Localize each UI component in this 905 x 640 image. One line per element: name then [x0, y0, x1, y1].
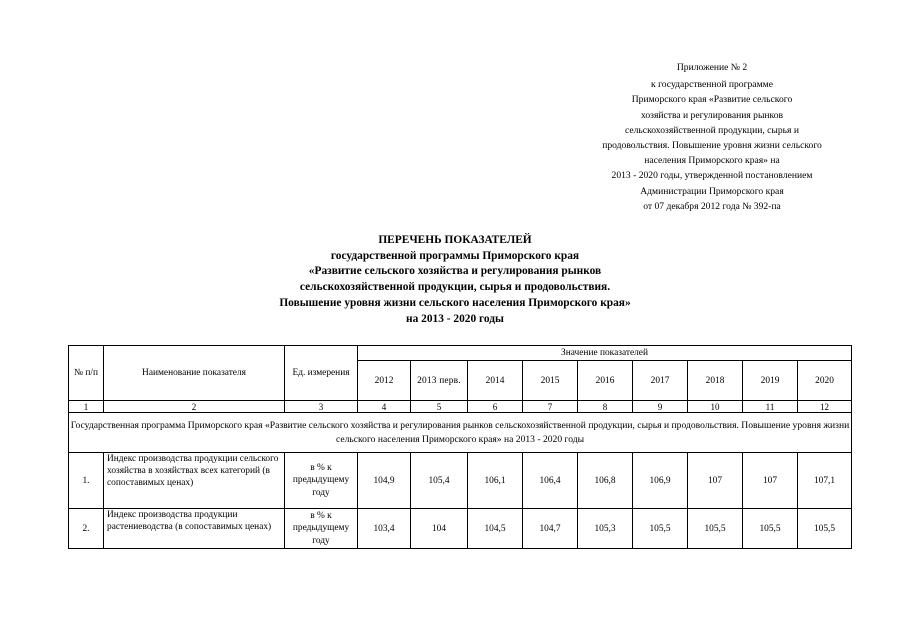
row-value: 104 — [411, 509, 468, 549]
row-value: 106,9 — [633, 453, 688, 509]
header-row — [69, 346, 852, 361]
appendix-line: населения Приморского края» на — [644, 155, 780, 167]
row-value: 106,1 — [468, 453, 523, 509]
header-unit: Ед. измерения — [285, 346, 358, 401]
header-year: 2014 — [468, 361, 523, 401]
row-value: 105,5 — [688, 509, 743, 549]
heading-line: сельскохозяйственной продукции, сырья и продовольствия. — [299, 281, 611, 294]
header-year: 2016 — [578, 361, 633, 401]
row-name: Индекс производства продукции сельского хозяйства в хозяйствах всех категорий (в сопоставимых ценах) — [104, 453, 285, 509]
heading-line: «Развитие сельского хозяйства и регулирования рынков — [308, 265, 602, 278]
header-values-group: Значение показателей — [358, 346, 852, 361]
heading-line: государственной программы Приморского края — [330, 249, 580, 262]
appendix-line: Приморского края «Развитие сельского — [631, 94, 793, 106]
header-year: 2013 перв. — [411, 361, 468, 401]
table-row — [69, 453, 852, 509]
column-number: 8 — [578, 401, 633, 413]
header-year: 2019 — [743, 361, 798, 401]
row-unit: в % к предыдущему году — [285, 509, 358, 549]
header-year: 2018 — [688, 361, 743, 401]
header-name: Наименование показателя — [104, 346, 285, 401]
column-number: 4 — [358, 401, 411, 413]
appendix-title: Приложение № 2 — [676, 62, 748, 73]
header-year: 2017 — [633, 361, 688, 401]
row-number: 2. — [69, 509, 104, 549]
row-value: 103,4 — [358, 509, 411, 549]
column-number: 1 — [69, 401, 104, 413]
heading-line: на 2013 - 2020 годы — [406, 312, 504, 325]
row-value: 107 — [743, 453, 798, 509]
column-number: 9 — [633, 401, 688, 413]
appendix-line: хозяйства и регулирования рынков — [640, 109, 784, 121]
row-value: 105,5 — [743, 509, 798, 549]
heading-line: Повышение уровня жизни сельского населения Приморского края» — [279, 296, 631, 309]
column-number: 2 — [104, 401, 285, 413]
column-number: 12 — [798, 401, 852, 413]
row-value: 107,1 — [798, 453, 852, 509]
column-number: 3 — [285, 401, 358, 413]
row-value: 106,8 — [578, 453, 633, 509]
row-value: 105,4 — [411, 453, 468, 509]
column-numbers-row — [69, 401, 852, 413]
row-value: 105,3 — [578, 509, 633, 549]
section-row — [69, 413, 852, 453]
section-title: Государственная программа Приморского края «Развитие сельского хозяйства и регулирования рынков сельскохозяйственной продукции, сырья и продовольствия. Повышение уровня жизни сельского населения Приморского края» на 2013 - 2020 годы — [69, 413, 852, 453]
appendix-line: сельскохозяйственной продукции, сырья и — [625, 124, 799, 136]
row-value: 104,5 — [468, 509, 523, 549]
table-row — [69, 509, 852, 549]
row-number: 1. — [69, 453, 104, 509]
header-year: 2012 — [358, 361, 411, 401]
row-name: Индекс производства продукции растениеводства (в сопоставимых ценах) — [104, 509, 285, 549]
document-heading — [160, 233, 750, 327]
row-value: 107 — [688, 453, 743, 509]
header-year: 2020 — [798, 361, 852, 401]
heading-line: ПЕРЕЧЕНЬ ПОКАЗАТЕЛЕЙ — [378, 234, 532, 246]
column-number: 10 — [688, 401, 743, 413]
appendix-line: Администрации Приморского края — [640, 185, 784, 197]
appendix-note — [578, 60, 846, 214]
row-value: 104,7 — [523, 509, 578, 549]
column-number: 6 — [468, 401, 523, 413]
column-number: 11 — [743, 401, 798, 413]
row-unit: в % к предыдущему году — [285, 453, 358, 509]
row-value: 105,5 — [798, 509, 852, 549]
appendix-line: к государственной программе — [651, 79, 773, 91]
row-value: 105,5 — [633, 509, 688, 549]
header-number: № п/п — [69, 346, 104, 401]
row-value: 104,9 — [358, 453, 411, 509]
indicators-table — [68, 345, 852, 549]
header-year: 2015 — [523, 361, 578, 401]
appendix-line: 2013 - 2020 годы, утвержденной постановлением — [611, 170, 813, 182]
column-number: 5 — [411, 401, 468, 413]
column-number: 7 — [523, 401, 578, 413]
appendix-line: продовольствия. Повышение уровня жизни сельского — [602, 140, 822, 152]
appendix-line: от 07 декабря 2012 года № 392-па — [643, 200, 781, 212]
row-value: 106,4 — [523, 453, 578, 509]
